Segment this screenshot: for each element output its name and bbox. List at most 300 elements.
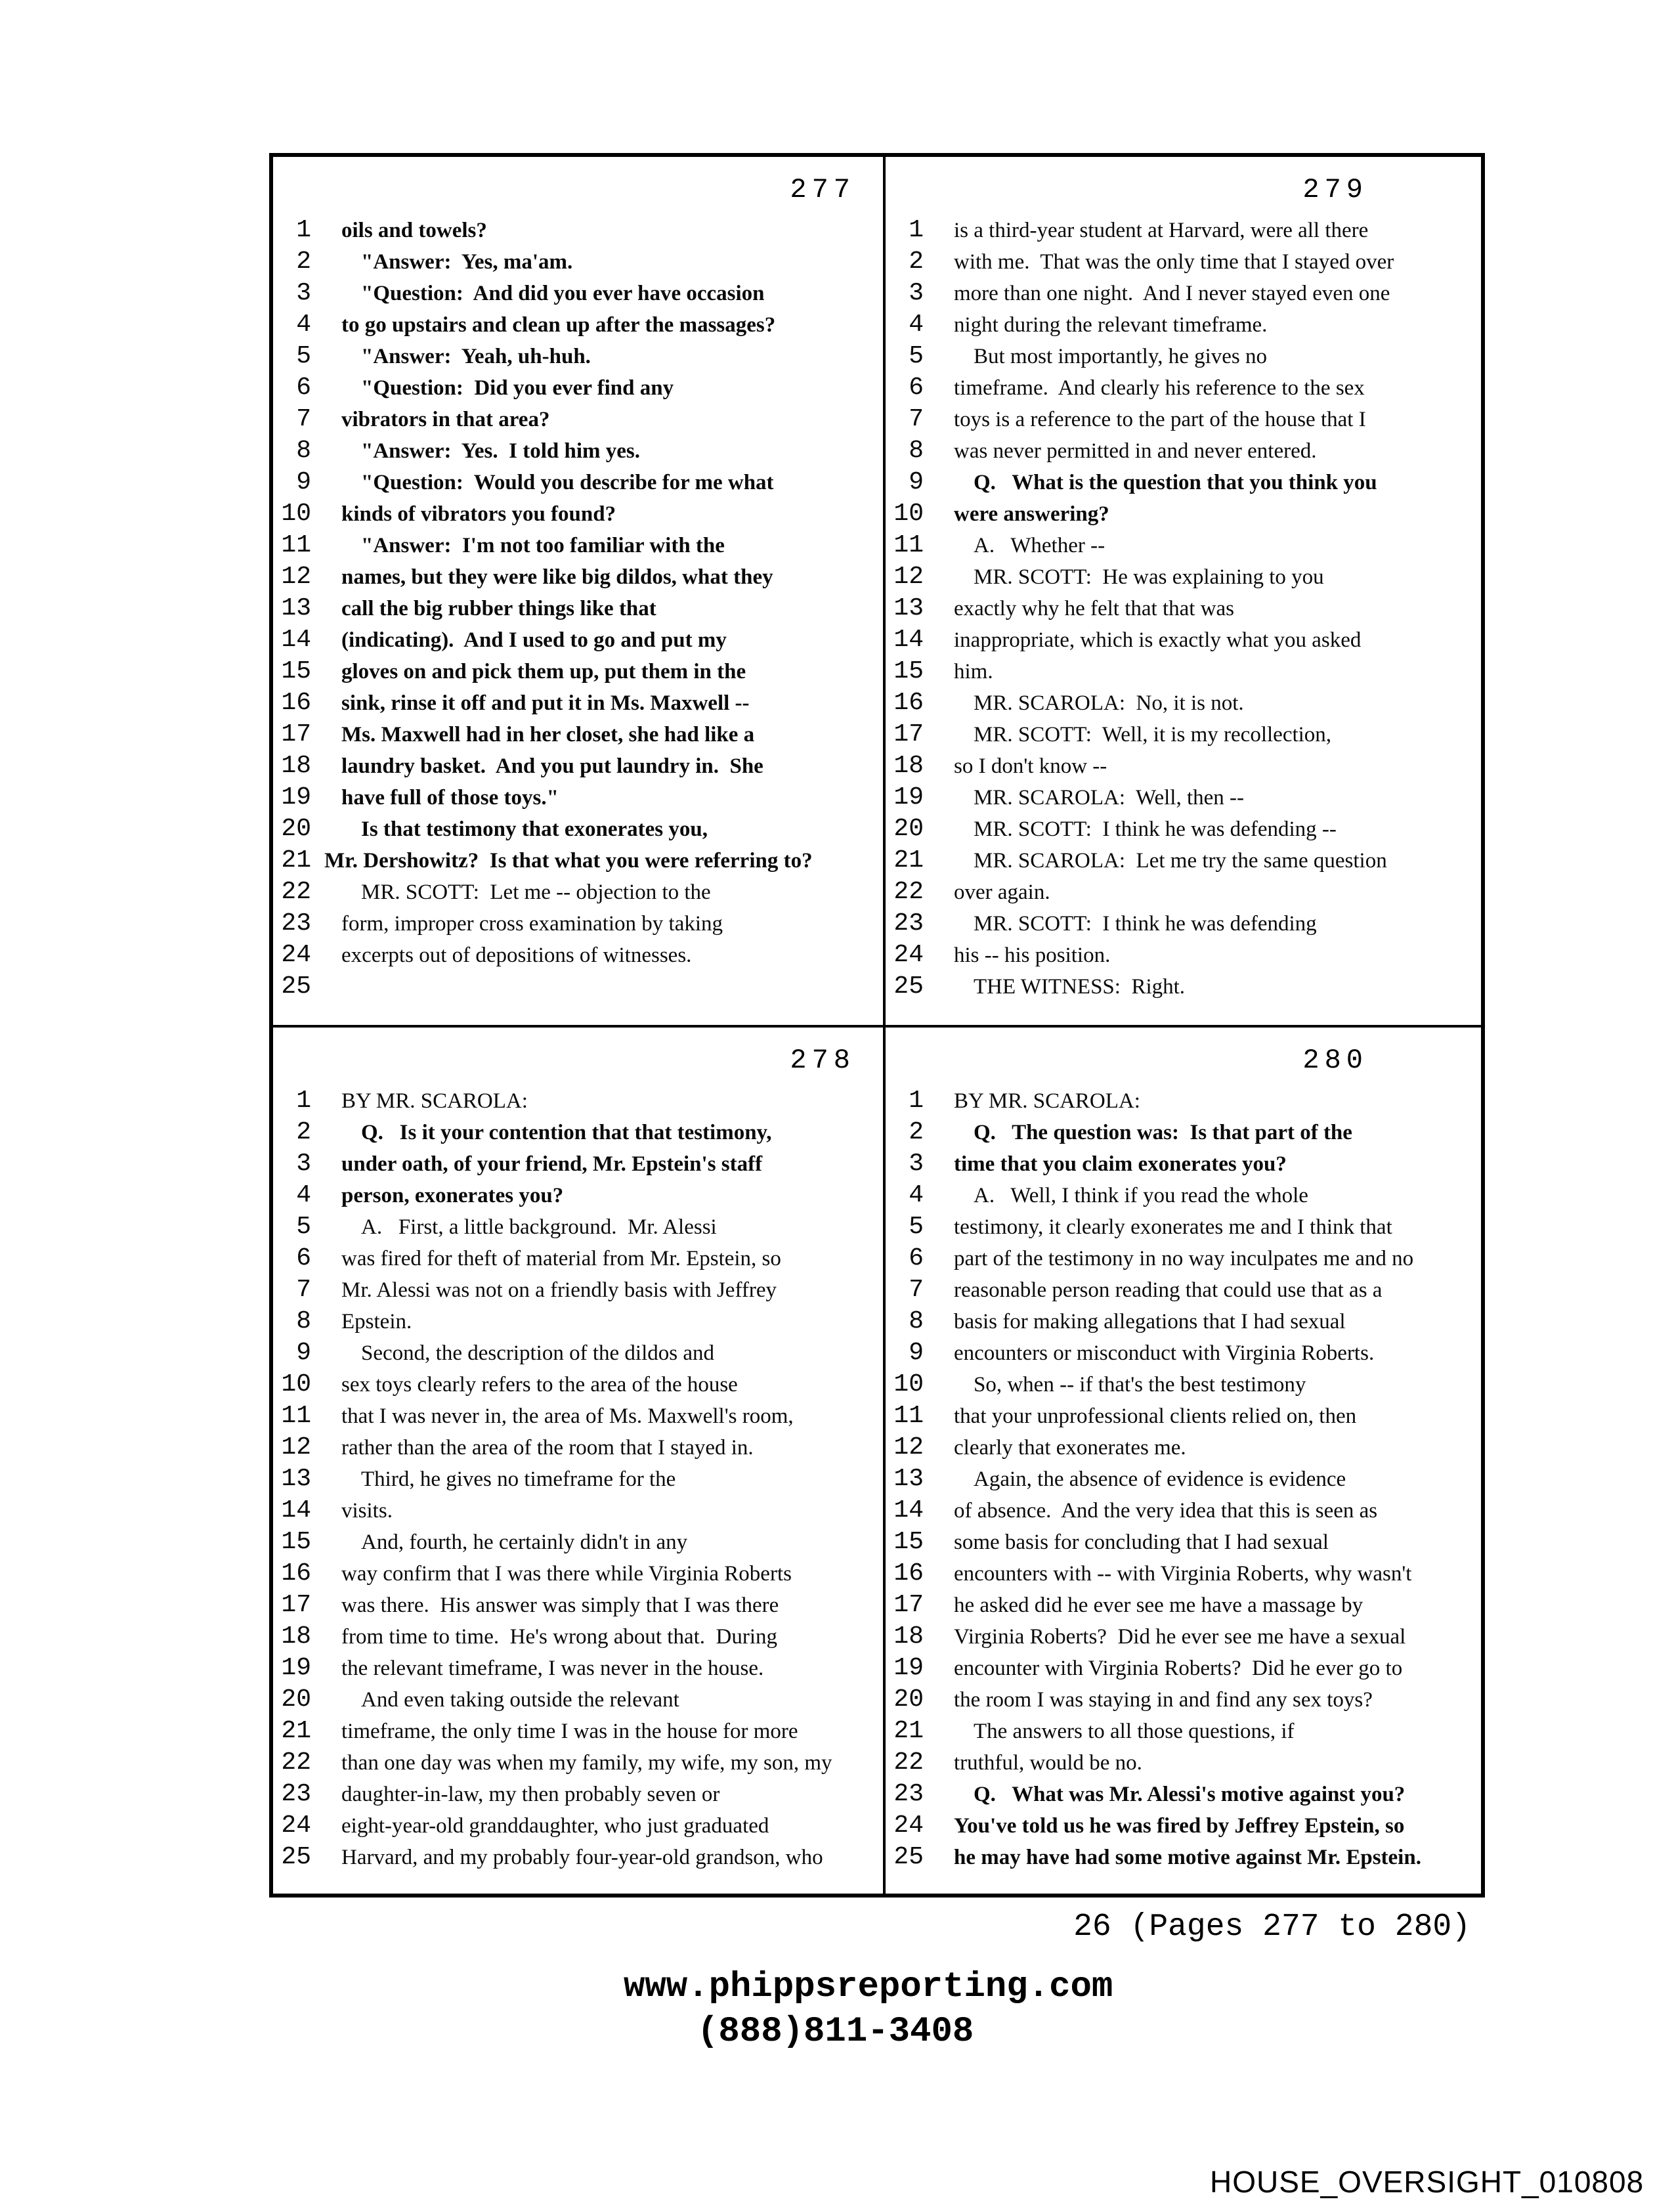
transcript-line — [278, 1716, 883, 1747]
line-number: 3 — [909, 1150, 924, 1178]
line-text: Third, he gives no timeframe for the — [361, 1467, 676, 1491]
line-number: 23 — [281, 1780, 311, 1808]
transcript-line — [891, 1274, 1481, 1306]
line-number: 5 — [296, 342, 311, 370]
transcript-line — [891, 1590, 1481, 1621]
line-number: 3 — [296, 279, 311, 307]
line-text: MR. SCOTT: I think he was defending — [974, 912, 1317, 936]
transcript-line — [278, 1337, 883, 1369]
line-number: 7 — [909, 405, 924, 433]
transcript-page-279 — [886, 157, 1481, 1025]
line-number: 19 — [893, 1654, 924, 1682]
transcript-line — [891, 278, 1481, 309]
line-number: 4 — [296, 311, 311, 339]
line-text: A. First, a little background. Mr. Alessi — [361, 1215, 717, 1239]
line-text: Q. What is the question that you think you — [974, 471, 1377, 494]
line-number: 21 — [893, 846, 924, 875]
line-text: Q. Is it your contention that that testimony, — [361, 1121, 772, 1144]
line-number: 23 — [893, 1780, 924, 1808]
line-text: truthful, would be no. — [954, 1751, 1142, 1775]
page-number: 277 — [790, 174, 855, 206]
line-text: were answering? — [954, 502, 1109, 526]
line-number: 7 — [909, 1276, 924, 1304]
line-number: 20 — [281, 1685, 311, 1714]
transcript-line — [891, 624, 1481, 656]
line-text: that I was never in, the area of Ms. Maxwell's room, — [341, 1404, 794, 1428]
line-number: 20 — [893, 1685, 924, 1714]
transcript-line — [278, 656, 883, 687]
line-number: 11 — [281, 1402, 311, 1430]
line-number: 6 — [909, 1244, 924, 1272]
line-number: 22 — [281, 878, 311, 906]
transcript-line — [891, 1716, 1481, 1747]
transcript-line — [278, 1243, 883, 1274]
transcript-line — [278, 435, 883, 467]
line-number: 3 — [296, 1150, 311, 1178]
transcript-line — [891, 940, 1481, 971]
line-number: 14 — [893, 626, 924, 654]
line-number: 4 — [296, 1181, 311, 1209]
line-number: 17 — [281, 720, 311, 748]
line-number: 17 — [281, 1591, 311, 1619]
line-number: 25 — [281, 1843, 311, 1871]
line-number: 13 — [893, 1465, 924, 1493]
line-text: encounter with Virginia Roberts? Did he ever go to — [954, 1657, 1403, 1680]
line-text: BY MR. SCAROLA: — [954, 1089, 1140, 1113]
line-number: 8 — [296, 1307, 311, 1335]
transcript-line — [891, 1400, 1481, 1432]
transcript-page-280 — [886, 1028, 1481, 1894]
line-text: "Answer: Yes, ma'am. — [361, 250, 573, 274]
line-text: THE WITNESS: Right. — [974, 975, 1186, 999]
line-number: 18 — [281, 1622, 311, 1651]
transcript-line — [891, 1211, 1481, 1243]
line-number: 4 — [909, 311, 924, 339]
line-text: was fired for theft of material from Mr. Epstein, so — [341, 1247, 781, 1270]
line-number: 22 — [893, 878, 924, 906]
transcript-line — [278, 719, 883, 750]
line-number: 13 — [281, 1465, 311, 1493]
transcript-line — [278, 215, 883, 246]
transcript-line — [891, 1432, 1481, 1464]
transcript-line — [891, 1684, 1481, 1716]
line-number: 11 — [893, 531, 924, 559]
line-text: excerpts out of depositions of witnesses. — [341, 943, 692, 967]
transcript-line — [278, 1117, 883, 1148]
transcript-line — [891, 813, 1481, 845]
line-text: MR. SCOTT: He was explaining to you — [974, 565, 1324, 589]
line-number: 14 — [281, 626, 311, 654]
line-number: 16 — [281, 1559, 311, 1588]
transcript-line — [891, 1085, 1481, 1117]
transcript-line — [278, 341, 883, 372]
line-number: 2 — [909, 1118, 924, 1146]
transcript-line — [891, 750, 1481, 782]
line-text: is a third-year student at Harvard, were all there — [954, 219, 1369, 242]
line-number: 6 — [296, 1244, 311, 1272]
line-number: 10 — [281, 500, 311, 528]
line-number: 9 — [909, 1339, 924, 1367]
transcript-line — [891, 877, 1481, 908]
line-number: 17 — [893, 1591, 924, 1619]
line-number: 4 — [909, 1181, 924, 1209]
transcript-line — [278, 246, 883, 278]
line-text: A. Whether -- — [974, 534, 1105, 557]
line-number: 2 — [909, 248, 924, 276]
line-number: 20 — [281, 815, 311, 843]
transcript-line — [891, 687, 1481, 719]
line-text: from time to time. He's wrong about that. During — [341, 1625, 777, 1649]
transcript-line — [891, 971, 1481, 1003]
transcript-line — [891, 1810, 1481, 1842]
line-text: MR. SCAROLA: Well, then -- — [974, 786, 1244, 810]
line-number: 1 — [909, 1087, 924, 1115]
line-number: 25 — [281, 972, 311, 1001]
transcript-line — [278, 1558, 883, 1590]
line-number: 24 — [281, 941, 311, 969]
line-text: MR. SCOTT: Let me -- objection to the — [361, 880, 711, 904]
line-number: 5 — [909, 1213, 924, 1241]
transcript-line — [891, 1653, 1481, 1684]
transcript-line — [891, 908, 1481, 940]
line-text: MR. SCAROLA: Let me try the same question — [974, 849, 1387, 873]
line-text: Mr. Alessi was not on a friendly basis with Jeffrey — [341, 1278, 777, 1302]
line-text: was never permitted in and never entered. — [954, 439, 1317, 463]
line-text: (indicating). And I used to go and put my — [341, 628, 727, 652]
line-number: 7 — [296, 1276, 311, 1304]
transcript-line — [891, 530, 1481, 561]
line-number: 7 — [296, 405, 311, 433]
line-number: 8 — [909, 1307, 924, 1335]
line-text: Is that testimony that exonerates you, — [361, 817, 708, 841]
line-text: daughter-in-law, my then probably seven or — [341, 1783, 720, 1806]
transcript-line — [278, 1306, 883, 1337]
line-number: 6 — [909, 374, 924, 402]
line-text: "Question: And did you ever have occasion — [361, 282, 765, 305]
line-text: You've told us he was fired by Jeffrey Epstein, so — [954, 1814, 1405, 1838]
page-number: 279 — [1302, 174, 1368, 206]
transcript-lines — [278, 1085, 883, 1873]
line-number: 21 — [281, 846, 311, 875]
transcript-line — [278, 1590, 883, 1621]
line-text: Mr. Dershowitz? Is that what you were referring to? — [324, 849, 813, 873]
line-text: "Answer: I'm not too familiar with the — [361, 534, 725, 557]
transcript-line — [278, 750, 883, 782]
line-text: MR. SCOTT: Well, it is my recollection, — [974, 723, 1332, 747]
transcript-lines — [891, 215, 1481, 1003]
line-number: 19 — [893, 783, 924, 812]
transcript-line — [891, 1243, 1481, 1274]
transcript-line — [891, 719, 1481, 750]
line-text: sex toys clearly refers to the area of the house — [341, 1373, 738, 1397]
line-text: laundry basket. And you put laundry in. She — [341, 754, 763, 778]
line-text: Virginia Roberts? Did he ever see me have a sexual — [954, 1625, 1406, 1649]
line-text: have full of those toys." — [341, 786, 559, 810]
line-text: basis for making allegations that I had sexual — [954, 1310, 1346, 1334]
transcript-line — [278, 1653, 883, 1684]
line-text: over again. — [954, 880, 1050, 904]
line-text: of absence. And the very idea that this is seen as — [954, 1499, 1378, 1523]
line-text: way confirm that I was there while Virginia Roberts — [341, 1562, 792, 1586]
transcript-line — [278, 1684, 883, 1716]
transcript-line — [891, 1180, 1481, 1211]
line-text: But most importantly, he gives no — [974, 345, 1267, 368]
transcript-line — [278, 1810, 883, 1842]
line-number: 11 — [281, 531, 311, 559]
line-number: 15 — [893, 1528, 924, 1556]
transcript-line — [891, 215, 1481, 246]
transcript-line — [891, 1842, 1481, 1873]
line-text: he may have had some motive against Mr. Epstein. — [954, 1846, 1421, 1869]
transcript-line — [278, 530, 883, 561]
line-number: 15 — [281, 1528, 311, 1556]
line-number: 18 — [893, 752, 924, 780]
transcript-line — [891, 246, 1481, 278]
transcript-line — [278, 624, 883, 656]
transcript-line — [278, 782, 883, 813]
line-number: 13 — [281, 594, 311, 622]
line-text: vibrators in that area? — [341, 408, 550, 431]
line-number: 10 — [281, 1370, 311, 1399]
line-text: call the big rubber things like that — [341, 597, 656, 620]
line-number: 23 — [281, 909, 311, 938]
line-text: Epstein. — [341, 1310, 412, 1334]
transcript-line — [891, 341, 1481, 372]
line-number: 18 — [893, 1622, 924, 1651]
transcript-line — [278, 1527, 883, 1558]
line-text: "Question: Did you ever find any — [361, 376, 674, 400]
transcript-line — [891, 1779, 1481, 1810]
transcript-line — [278, 877, 883, 908]
line-number: 19 — [281, 783, 311, 812]
line-number: 19 — [281, 1654, 311, 1682]
line-number: 24 — [281, 1811, 311, 1840]
transcript-line — [891, 782, 1481, 813]
transcript-line — [278, 467, 883, 498]
line-number: 6 — [296, 374, 311, 402]
line-number: 12 — [281, 1433, 311, 1462]
transcript-line — [891, 435, 1481, 467]
page-range-summary: 26 (Pages 277 to 280) — [1073, 1909, 1470, 1945]
line-text: inappropriate, which is exactly what you asked — [954, 628, 1362, 652]
line-text: that your unprofessional clients relied on, then — [954, 1404, 1357, 1428]
line-number: 21 — [281, 1717, 311, 1745]
line-text: Ms. Maxwell had in her closet, she had like a — [341, 723, 755, 747]
line-text: his -- his position. — [954, 943, 1111, 967]
line-text: was there. His answer was simply that I was there — [341, 1594, 779, 1617]
line-number: 8 — [296, 437, 311, 465]
transcript-line — [891, 845, 1481, 877]
line-number: 21 — [893, 1717, 924, 1745]
line-text: kinds of vibrators you found? — [341, 502, 616, 526]
transcript-line — [891, 1558, 1481, 1590]
line-text: exactly why he felt that that was — [954, 597, 1235, 620]
line-number: 25 — [893, 1843, 924, 1871]
transcript-line — [891, 1148, 1481, 1180]
line-number: 3 — [909, 279, 924, 307]
line-text: person, exonerates you? — [341, 1184, 564, 1207]
line-text: "Question: Would you describe for me what — [361, 471, 774, 494]
line-text: encounters with -- with Virginia Roberts, why wasn't — [954, 1562, 1412, 1586]
line-text: oils and towels? — [341, 219, 487, 242]
transcript-line — [278, 1495, 883, 1527]
line-number: 17 — [893, 720, 924, 748]
transcript-line — [278, 593, 883, 624]
page-number: 278 — [790, 1045, 855, 1076]
transcript-line — [891, 1495, 1481, 1527]
line-number: 24 — [893, 1811, 924, 1840]
line-number: 16 — [893, 689, 924, 717]
transcript-line — [278, 1621, 883, 1653]
line-number: 9 — [296, 468, 311, 496]
transcript-grid-frame — [269, 153, 1485, 1898]
line-number: 12 — [893, 563, 924, 591]
transcript-line — [891, 1337, 1481, 1369]
transcript-line — [278, 845, 883, 877]
line-text: Harvard, and my probably four-year-old grandson, who — [341, 1846, 823, 1869]
line-text: Q. The question was: Is that part of the — [974, 1121, 1352, 1144]
transcript-line — [278, 813, 883, 845]
line-number: 5 — [909, 342, 924, 370]
line-text: testimony, it clearly exonerates me and I think that — [954, 1215, 1392, 1239]
line-number: 16 — [893, 1559, 924, 1588]
line-number: 2 — [296, 1118, 311, 1146]
transcript-lines — [278, 215, 883, 1003]
transcript-line — [278, 498, 883, 530]
line-text: rather than the area of the room that I stayed in. — [341, 1436, 754, 1460]
transcript-line — [278, 561, 883, 593]
transcript-line — [278, 1274, 883, 1306]
transcript-line — [891, 309, 1481, 341]
bates-stamp: HOUSE_OVERSIGHT_010808 — [1210, 2165, 1644, 2199]
line-text: some basis for concluding that I had sexual — [954, 1530, 1329, 1554]
line-text: names, but they were like big dildos, what they — [341, 565, 773, 589]
line-text: he asked did he ever see me have a massage by — [954, 1594, 1363, 1617]
line-text: The answers to all those questions, if — [974, 1720, 1295, 1743]
line-text: so I don't know -- — [954, 754, 1107, 778]
line-text: gloves on and pick them up, put them in the — [341, 660, 746, 683]
line-text: form, improper cross examination by taking — [341, 912, 723, 936]
transcript-line — [891, 1369, 1481, 1400]
transcript-line — [278, 687, 883, 719]
reporting-website: www.phippsreporting.com — [624, 1967, 1113, 2007]
line-text: the relevant timeframe, I was never in the house. — [341, 1657, 764, 1680]
line-number: 14 — [281, 1496, 311, 1525]
line-text: him. — [954, 660, 993, 683]
line-text: timeframe. And clearly his reference to the sex — [954, 376, 1365, 400]
line-number: 20 — [893, 815, 924, 843]
transcript-page-277 — [273, 157, 883, 1025]
line-number: 12 — [281, 563, 311, 591]
line-text: clearly that exonerates me. — [954, 1436, 1186, 1460]
line-text: under oath, of your friend, Mr. Epstein's staff — [341, 1152, 763, 1176]
line-number: 8 — [909, 437, 924, 465]
line-text: the room I was staying in and find any sex toys? — [954, 1688, 1373, 1712]
transcript-line — [278, 1400, 883, 1432]
transcript-line — [891, 593, 1481, 624]
line-text: time that you claim exonerates you? — [954, 1152, 1287, 1176]
transcript-line — [891, 1464, 1481, 1495]
line-text: visits. — [341, 1499, 393, 1523]
transcript-page-278 — [273, 1028, 883, 1894]
line-number: 1 — [296, 1087, 311, 1115]
line-text: eight-year-old granddaughter, who just graduated — [341, 1814, 769, 1838]
transcript-line — [891, 1306, 1481, 1337]
line-number: 10 — [893, 1370, 924, 1399]
transcript-line — [278, 372, 883, 404]
transcript-line — [891, 1117, 1481, 1148]
line-number: 9 — [909, 468, 924, 496]
transcript-line — [278, 1148, 883, 1180]
line-text: reasonable person reading that could use that as a — [954, 1278, 1383, 1302]
line-number: 1 — [909, 216, 924, 244]
transcript-line — [278, 1779, 883, 1810]
line-text: part of the testimony in no way inculpates me and no — [954, 1247, 1414, 1270]
page-number: 280 — [1302, 1045, 1368, 1076]
line-number: 24 — [893, 941, 924, 969]
transcript-line — [278, 1464, 883, 1495]
transcript-line — [891, 656, 1481, 687]
transcript-line — [891, 1621, 1481, 1653]
line-text: BY MR. SCAROLA: — [341, 1089, 528, 1113]
line-text: "Answer: Yes. I told him yes. — [361, 439, 641, 463]
line-text: with me. That was the only time that I stayed over — [954, 250, 1394, 274]
line-number: 23 — [893, 909, 924, 938]
transcript-line — [278, 1842, 883, 1873]
transcript-line — [891, 467, 1481, 498]
line-number: 25 — [893, 972, 924, 1001]
reporting-phone: (888)811-3408 — [697, 2012, 974, 2052]
transcript-line — [278, 1369, 883, 1400]
line-text: timeframe, the only time I was in the house for more — [341, 1720, 798, 1743]
line-text: A. Well, I think if you read the whole — [974, 1184, 1308, 1207]
transcript-line — [278, 971, 883, 1003]
line-number: 10 — [893, 500, 924, 528]
transcript-line — [278, 908, 883, 940]
line-number: 22 — [281, 1748, 311, 1777]
line-text: Q. What was Mr. Alessi's motive against you? — [974, 1783, 1406, 1806]
line-text: night during the relevant timeframe. — [954, 313, 1268, 337]
transcript-line — [278, 309, 883, 341]
transcript-line — [278, 1211, 883, 1243]
line-number: 16 — [281, 689, 311, 717]
line-number: 22 — [893, 1748, 924, 1777]
transcript-line — [278, 1432, 883, 1464]
line-text: Again, the absence of evidence is evidence — [974, 1467, 1346, 1491]
line-number: 13 — [893, 594, 924, 622]
transcript-line — [891, 1527, 1481, 1558]
transcript-line — [278, 1747, 883, 1779]
line-number: 11 — [893, 1402, 924, 1430]
line-text: encounters or misconduct with Virginia Roberts. — [954, 1341, 1375, 1365]
transcript-line — [278, 278, 883, 309]
line-text: sink, rinse it off and put it in Ms. Maxwell -- — [341, 691, 750, 715]
line-text: And, fourth, he certainly didn't in any — [361, 1530, 688, 1554]
transcript-line — [278, 404, 883, 435]
transcript-lines — [891, 1085, 1481, 1873]
line-number: 15 — [893, 657, 924, 685]
line-text: MR. SCOTT: I think he was defending -- — [974, 817, 1337, 841]
line-number: 2 — [296, 248, 311, 276]
line-text: MR. SCAROLA: No, it is not. — [974, 691, 1244, 715]
transcript-line — [278, 940, 883, 971]
transcript-line — [278, 1180, 883, 1211]
line-text: than one day was when my family, my wife, my son, my — [341, 1751, 832, 1775]
line-text: toys is a reference to the part of the house that I — [954, 408, 1366, 431]
line-text: "Answer: Yeah, uh-huh. — [361, 345, 591, 368]
line-number: 18 — [281, 752, 311, 780]
line-number: 12 — [893, 1433, 924, 1462]
